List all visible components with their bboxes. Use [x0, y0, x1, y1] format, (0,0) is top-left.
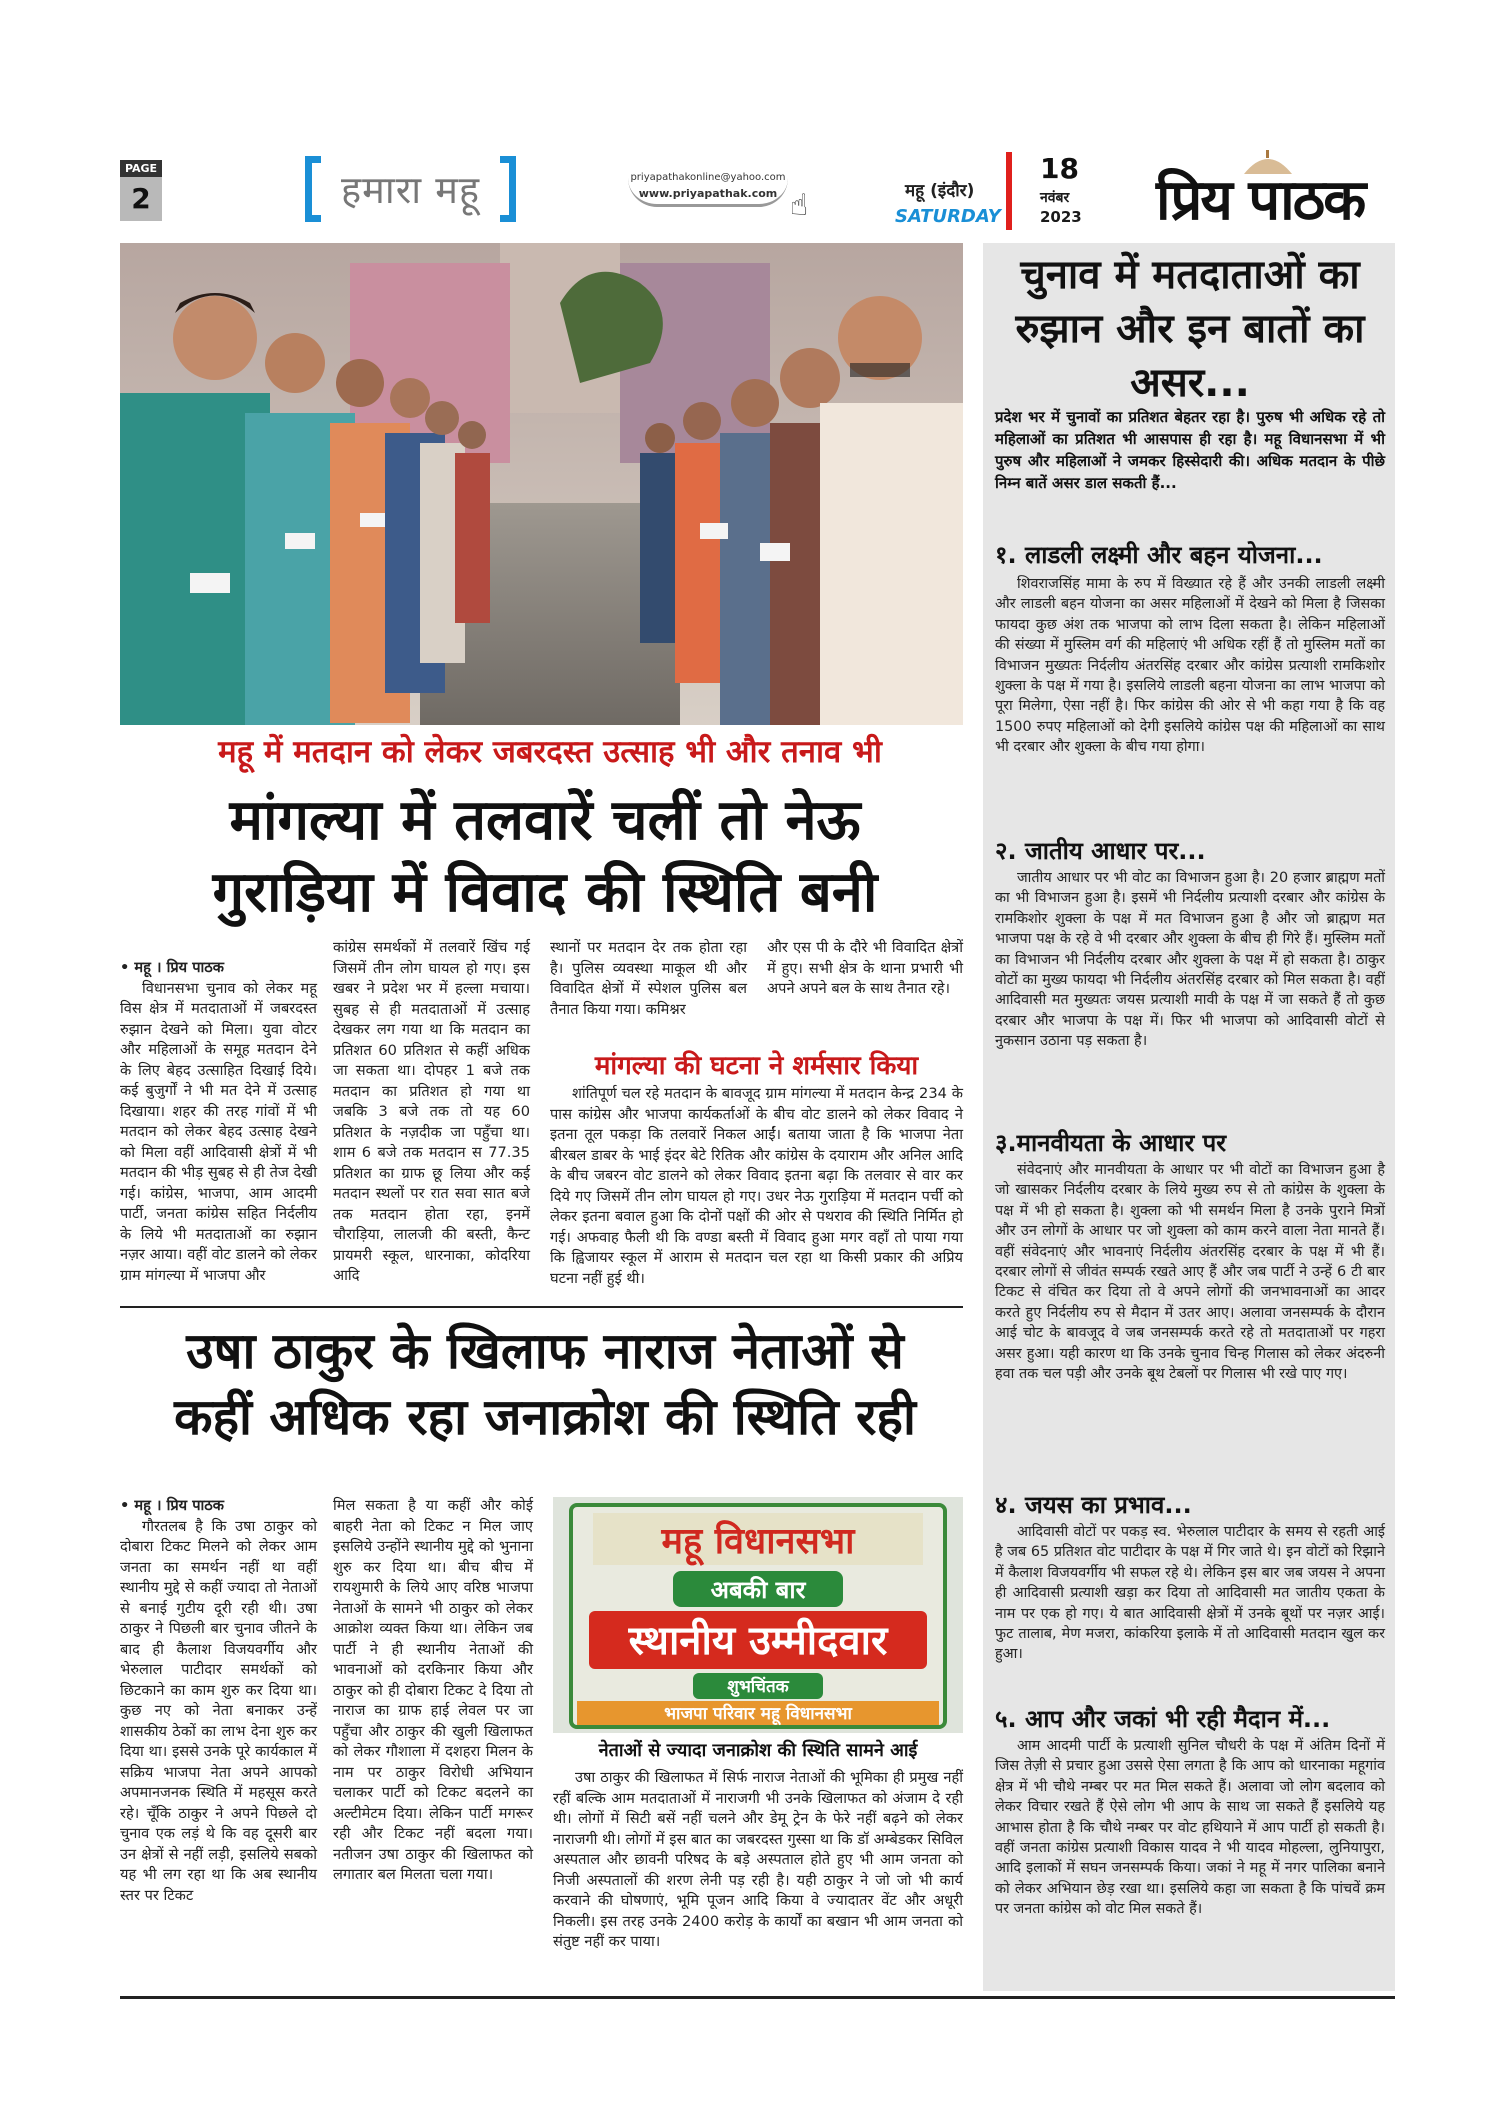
banner-main-text: स्थानीय उम्मीदवार — [628, 1618, 888, 1664]
story1-col4-text: और एस पी के दौरे भी विवादित क्षेत्रों में हुए। सभी क्षेत्र के थाना प्रभारी भी अपने अपने बल के साथ तैनात रहे। — [767, 939, 963, 997]
story2-column-2 — [333, 1496, 533, 1886]
story1-headline-line2: गुराड़िया में विवाद की स्थिति बनी — [212, 860, 878, 925]
sidebar-body-5-text: आम आदमी पार्टी के प्रत्याशी सुनिल चौधरी के पक्ष में अंतिम दिनों में जिस तेज़ी से प्रचार हुआ उससे ऐसा लगता है कि आप को धारनाका महूगांव क्षेत्र में भी चौथे नम्बर पर मत मिल सकते हैं। अलावा जो लोग बदलाव को लेकर विचार रखते हैं ऐसे लोग भी आप के साथ जा सकते हैं इसलिये यह आभास होता है कि चौथे नम्बर पर वोट हथियाने में आप पार्टी हो सकती है। वहीं जनता कांग्रेस प्रत्याशी विकास यादव ने भी यादव मोहल्ला, लुनियापुरा, आदि इलाकों में सघन जनसम्पर्क किया। जकां ने महू में नगर पालिका बनाने को लेकर अभियान छेड़ रखा था। इसलिये कहा जा सकता है कि पांचवें क्रम पर जनता कांग्रेस को वोट मिल सकते हैं। — [995, 1738, 1385, 1918]
sidebar-body-5 — [995, 1736, 1385, 1920]
story1-subheading: मांगल्या की घटना ने शर्मसार किया — [594, 1051, 919, 1081]
page-number-tag — [120, 160, 162, 221]
section-name — [305, 152, 516, 226]
edition-place: महू (इंदौर) — [905, 181, 975, 201]
story1-column-1 — [120, 958, 317, 1286]
story1-headline — [125, 785, 965, 929]
newspaper-logo: प्रिय पाठक — [1156, 167, 1365, 233]
sidebar-body-4-text: आदिवासी वोटों पर पकड़ स्व. भेरुलाल पाटीदार के समय से रहती आई है जब 65 प्रतिशत वोट पाटीदार के पक्ष में गिर जाते थे। इन वोटों को रिझाने में कैलाश विजयवर्गीय भी सफल रहे थे। लेकिन इस बार जब जयस ने अपना ही आदिवासी प्रत्याशी खड़ा कर दिया तो आदिवासी मत जातीय एकता के नाम पर एक हो गए। ये बात आदिवासी क्षेत्रों में उनके बूथों पर नज़र आई। फुट तालाब, मेण मजरा, कांकरिया इलाके में तो आदिवासी मतदान खुल कर हुआ। — [995, 1524, 1385, 1663]
story1-headline-line1: मांगल्या में तलवारें चलीं तो नेऊ — [229, 788, 861, 853]
story1-column-4 — [767, 938, 963, 1000]
sidebar-body-2 — [995, 868, 1385, 1052]
photo-caption: नेताओं से ज्यादा जनाक्रोश की स्थिति सामने आई — [598, 1740, 918, 1761]
date-divider — [1006, 152, 1012, 230]
sidebar-heading-2: २. जातीय आधार पर... — [995, 837, 1206, 865]
story1-col1-text: विधानसभा चुनाव को लेकर महू विस क्षेत्र में मतदाताओं में जबरदस्त रुझान देखने को मिला। युवा वोटर और महिलाओं के समूह मतदान देने के लिए बेहद उत्साहित दिखाई दिये। कई बुजुर्गों ने भी मत देने में उत्साह दिखाया। शहर की तरह गांवों में भी मतदान को लेकर बेहद उत्साह देखने को मिला वहीं आदिवासी क्षेत्रों में भी मतदान की भीड़ सुबह से ही तेज देखी गई। कांग्रेस, भाजपा, आम आदमी पार्टी, जनता कांग्रेस सहित निर्दलीय के लिये भी मतदाताओं का रुझान नज़र आया। वहीं वोट डालने को लेकर ग्राम मांगल्या में भाजपा और — [120, 979, 317, 1284]
contact-block — [628, 172, 788, 207]
sidebar-body-3-text: संवेदनाएं और मानवीयता के आधार पर भी वोटों का विभाजन हुआ है जो खासकर निर्दलीय दरबार के लिये मुख्य रुप से तो कांग्रेस के शुक्ला के पक्ष में भी हो सकता है। शुक्ला को भी समर्थन मिला है उनके पुराने मित्रों और उन लोगों के आधार पर जो शुक्ला को काम करने वाला नेता मानते हैं। वहीं संवेदनाएं और भावनाएं निर्दलीय अंतरसिंह दरबार के पक्ष में भी हैं। दरबार लोगों से जीवंत सम्पर्क रखते आए हैं और जब पार्टी ने उन्हें 6 टी बार टिकट से वंचित कर दिया तो वे अपने लोगों की जनभावनाओं का आदर करते हुए निर्दलीय रुप से मैदान में उतर आए। अलावा जनसम्पर्क के दौरान आई चोट के बावजूद वे जब जनसम्पर्क करते रहे तो मतदाताओं पर गहरा असर हुआ। यही कारण था कि उनके चुनाव चिन्ह गिलास को लेकर अंदरुनी हवा तक चल पड़ी और उनके बूथ टेबलों पर गिलास भी रखे पाए गए। — [995, 1162, 1385, 1383]
date-day: 18 — [1040, 152, 1079, 185]
story2-byline: • महू । प्रिय पाठक — [120, 1497, 224, 1514]
sidebar-body-1-text: शिवराजसिंह मामा के रुप में विख्यात रहे हैं और उनकी लाडली लक्ष्मी और लाडली बहन योजना का असर महिलाओं में देखने को मिला है जिसका फायदा कुछ अंश तक भाजपा को लाभ दिला सकता है। लेकिन महिलाओं की संख्या में मुस्लिम वर्ग की महिलाएं भी अधिक रहीं हैं तो मुस्लिम मतों का विभाजन मुख्यतः निर्दलीय अंतरसिंह दरबार और कांग्रेस प्रत्याशी रामकिशोर शुक्ला के पक्ष में गया है। इसलिये लाडली बहना योजना का लाभ भाजपा को पूरा मिलेगा, ऐसा नहीं है। फिर कांग्रेस की ओर से भी कहा गया है कि वह 1500 रुपए महिलाओं को देगी इसलिये कांग्रेस पक्ष की महिलाओं का साथ भी दरबार और शुक्ला के बीच गया होगा। — [995, 576, 1385, 756]
sidebar-body-3 — [995, 1160, 1385, 1384]
local-candidate-banner-photo — [553, 1497, 963, 1733]
sidebar-heading-1: १. लाडली लक्ष्मी और बहन योजना... — [995, 541, 1323, 569]
website-link[interactable]: www.priyapathak.com — [638, 187, 778, 200]
voters-queue-photo — [120, 243, 963, 725]
banner-title: महू विधानसभा — [661, 1521, 855, 1562]
story1-col2-text: कांग्रेस समर्थकों में तलवारें खिंच गई जिसमें तीन लोग घायल हो गए। इस खबर ने प्रदेश भर में हल्ला मचाया। सुबह से ही मतदाताओं में उत्साह देखकर लग गया था कि मतदान का प्रतिशत 60 प्रतिशत से कहीं अधिक जा सकता था। दोपहर 1 बजे तक मतदान का प्रतिशत हो गया था जबकि 3 बजे तक तो यह 60 प्रतिशत के नज़दीक जा पहुँचा था। शाम 6 बजे तक मतदान स 77.35 प्रतिशत का ग्राफ छू लिया और कई मतदान स्थलों पर रात सवा सात बजे तक मतदान होता रहा, इनमें चौराड़िया, लालजी की बस्ती, कैन्ट प्रायमरी स्कूल, धारनाका, कोदरिया आदि — [333, 939, 530, 1284]
story1-col3-text: स्थानों पर मतदान देर तक होता रहा है। पुलिस व्यवस्था माकूल थी और विवादित क्षेत्रों में स्पेशल पुलिस बल तैनात किया गया। कमिश्नर — [550, 939, 747, 1018]
story1-kicker: महू में मतदान को लेकर जबरदस्त उत्साह भी और तनाव भी — [218, 734, 882, 770]
sidebar-body-2-text: जातीय आधार पर भी वोट का विभाजन हुआ है। 20 हजार ब्राह्मण मतों का भी विभाजन हुआ है। इसमें भी निर्दलीय प्रत्याशी दरबार और कांग्रेस के रामकिशोर शुक्ला के पक्ष में मत विभाजन हुआ है और जो ब्राह्मण मत भाजपा पक्ष के रहे वे भी दरबार और शुक्ला के बीच ही गिरे हैं। मुस्लिम मतों का विभाजन भी निर्दलीय दरबार और शुक्ला के पक्ष में हो सकता है। ठाकुर वोटों का मुख्य फायदा भी निर्दलीय अंतरसिंह दरबार को मिल सकता है। वहीं आदिवासी मत मुख्यतः जयस प्रत्याशी मावी के पक्ष में जा सकते हैं तो कुछ दरबार और भाजपा के पक्ष में। फिर भी भाजपा को आदिवासी वोटों से नुकसान उठाना पड़ सकता है। — [995, 870, 1385, 1050]
pointer-hand-icon: ☝ — [790, 188, 809, 223]
page-number: 2 — [120, 177, 162, 221]
date-year: 2023 — [1040, 208, 1082, 226]
story1-column-2 — [333, 938, 530, 1287]
sidebar-heading-3: ३.मानवीयता के आधार पर — [995, 1129, 1227, 1157]
story2-caption-body — [553, 1768, 963, 1953]
sidebar-title: चुनाव में मतदाताओं का रुझान और इन बातों का असर... — [1015, 252, 1365, 406]
banner-well-wisher: शुभचिंतक — [727, 1677, 789, 1697]
story2-headline — [125, 1318, 965, 1450]
sidebar-body-4 — [995, 1522, 1385, 1665]
story2-headline-line1: उषा ठाकुर के खिलाफ नाराज नेताओं से — [186, 1322, 904, 1380]
story1-sub-text: शांतिपूर्ण चल रहे मतदान के बावजूद ग्राम मांगल्या में मतदान केन्द्र 234 के पास कांग्रेस और भाजपा कार्यकर्ताओं के बीच वोट डालने को लेकर विवाद ने इतना तूल पकड़ा कि तलवारें निकल आईं। बताया जाता है कि भाजपा नेता बीरबल डाबर के भाई इंदर बेटे रितिक और कांग्रेस के दयाराम और अनिल आदि के बीच जबरन वोट डालने को लेकर विवाद इतना बढ़ा कि तलवार से वार कर दिये गए जिसमें तीन लोग घायल हो गए। उधर नेऊ गुराड़िया में मतदान पर्ची को लेकर इतना बवाल हुआ कि दोनों पक्षों की ओर से पथराव की स्थिति निर्मित हो गई। अफवाह फैली थी कि वण्डा बस्ती में विवाद हुआ मगर वहाँ तो पाया गया कि ह्विजायर स्कूल में आराम से मतदान चल रहा था किसी प्रकार की अप्रिय घटना नहीं हुई थी। — [550, 1085, 963, 1287]
page-label: PAGE — [120, 160, 162, 177]
photo-illustration — [120, 243, 963, 725]
story1-sub-body — [550, 1084, 963, 1289]
story2-col1-text: गौरतलब है कि उषा ठाकुर को दोबारा टिकट मिलने को लेकर आम जनता का समर्थन नहीं था वहीं स्थानीय मुद्दे से कहीं ज्यादा तो नेताओं से बनाई गुटीय दूरी रही थी। उषा ठाकुर ने पिछली बार चुनाव जीतने के बाद ही कैलाश विजयवर्गीय और भेरुलाल पाटीदार समर्थकों को छिटकाने का काम शुरु कर दिया था। कुछ नए को नेता बनाकर उन्हें शासकीय ठेकों का लाभ देना शुरु कर दिया था। इससे उनके पूरे कार्यकाल में सक्रिय भाजपा नेता अपने आपको अपमानजनक स्थिति में महसूस करते रहे। चूँकि ठाकुर ने अपने पिछले दो चुनाव एक लड़ं थे कि वह दूसरी बार उन क्षेत्रों से नहीं लड़ी, इसलिये सबको यह भी लग रहा था कि अब स्थानीय स्तर पर टिकट — [120, 1517, 317, 1904]
left-bracket — [305, 156, 321, 222]
story2-headline-line2: कहीं अधिक रहा जनाक्रोश की स्थिति रही — [174, 1388, 916, 1446]
email-text: priyapathakonline@yahoo.com — [630, 172, 786, 183]
sidebar-intro: प्रदेश भर में चुनावों का प्रतिशत बेहतर रहा है। पुरुष भी अधिक रहे तो महिलाओं का प्रतिशत भी आसपास ही रहा है। महू विधानसभा में भी पुरुष और महिलाओं ने जमकर हिस्सेदारी की। अधिक मतदान के पीछे निम्न बातें असर डाल सकती हैं... — [995, 408, 1385, 492]
banner-footer: भाजपा परिवार महू विधानसभा — [664, 1704, 852, 1724]
banner-illustration — [553, 1497, 963, 1733]
section-title: हमारा महू — [341, 168, 481, 212]
bottom-rule — [120, 1996, 1395, 1999]
story-divider — [120, 1306, 963, 1308]
right-bracket — [500, 156, 516, 222]
date-month: नवंबर — [1040, 190, 1070, 206]
banner-tagline: अबकी बार — [710, 1576, 806, 1604]
weekday: SATURDAY — [895, 206, 1001, 227]
story1-column-3 — [550, 938, 747, 1020]
story2-caption-text: उषा ठाकुर की खिलाफत में सिर्फ नाराज नेताओं की भूमिका ही प्रमुख नहीं रहीं बल्कि आम मतदाताओं में नाराजगी भी उनके खिलाफत को अंजाम दे रही थी। लोगों में सिटी बसें नहीं चलने और डेमू ट्रेन के फेरे नहीं बढ़ने को लेकर नाराजगी थी। लोगों में इस बात का जबरदस्त गुस्सा था कि डॉ अम्बेडकर सिविल अस्पताल और छावनी परिषद के बड़े अस्पताल होते हुए भी आम जनता को निजी अस्पतालों की शरण लेनी पड़ रही है। यही ठाकुर ने जो जो भी कार्य करवाने की घोषणाएं, भूमि पूजन आदि किया वे ज्यादातर वेंट और अधूरी निकली। इस तरह उनके 2400 करोड़ के कार्यों का बखान भी आम जनता को संतुष्ट नहीं कर पाया। — [553, 1769, 963, 1950]
story2-column-1 — [120, 1496, 317, 1906]
story1-byline: • महू । प्रिय पाठक — [120, 959, 224, 976]
sidebar-heading-4: ४. जयस का प्रभाव... — [995, 1491, 1192, 1519]
sidebar-heading-5: ५. आप और जकां भी रही मैदान में... — [995, 1705, 1331, 1733]
story2-col2-text: मिल सकता है या कहीं और कोई बाहरी नेता को टिकट न मिल जाए इसलिये उन्होंने स्थानीय मुद्दे को भुनाना शुरु कर दिया था। बीच बीच में रायशुमारी के लिये आए वरिष्ठ भाजपा नेताओं के सामने भी ठाकुर को लेकर आक्रोश व्यक्त किया था। लेकिन जब पार्टी ने ही स्थानीय नेताओं की भावनाओं को दरकिनार किया और ठाकुर को ही दोबारा टिकट दे दिया तो नाराज का ग्राफ हाई लेवल पर जा पहुँचा और ठाकुर की खुली खिलाफत को लेकर गौशाला में दशहरा मिलन के नाम पर ठाकुर विरोधी अभियान चलाकर पार्टी को टिकट बदलने का अल्टीमेटम दिया। लेकिन पार्टी मगरूर रही और टिकट नहीं बदला गया। नतीजन उषा ठाकुर की खिलाफत को लगातार बल मिलता चला गया। — [333, 1497, 533, 1883]
sidebar-body-1 — [995, 574, 1385, 758]
